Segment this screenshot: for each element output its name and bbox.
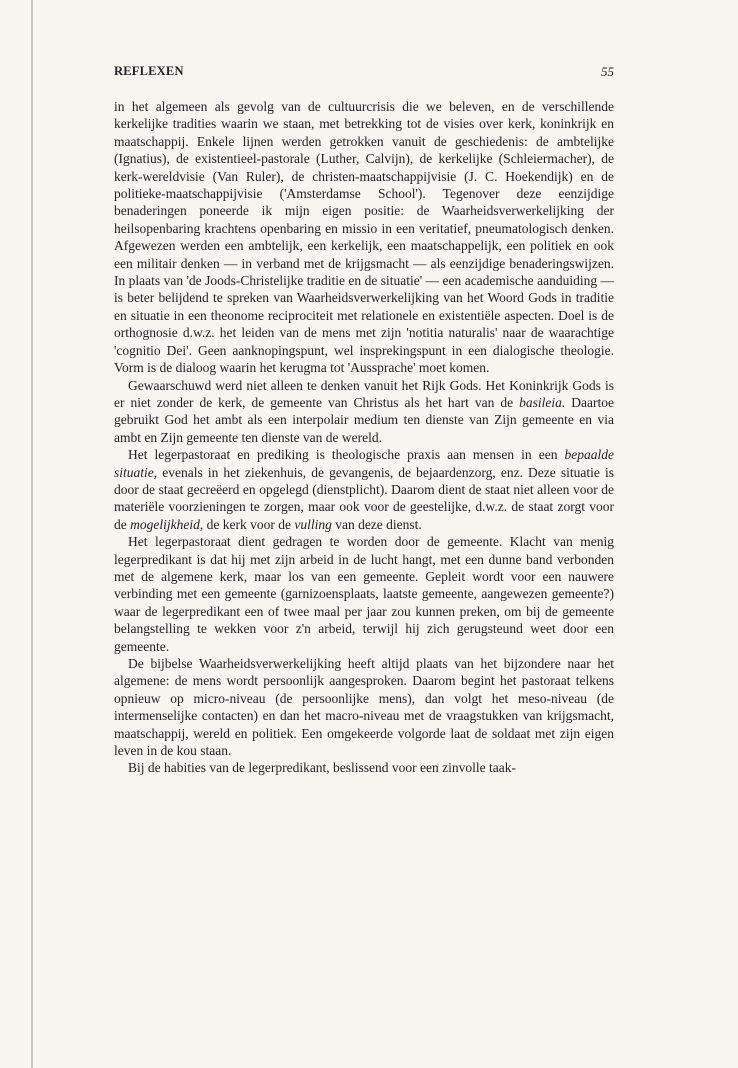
page-number: 55 (601, 64, 614, 79)
text-segment: Het legerpastoraat dient gedragen te worden door de gemeente. Klacht van menig legerpredikant is dat hij met zijn arbeid in de lucht hangt, met een dunne band verbonden met de algemene kerk, maar los van een gemeente. Gepleit wordt voor een nauwere verbinding met een gemeente (garnizoensplaats, laatste gemeente, aangewezen gemeente?) waar de legerpredikant een of twee maal per jaar zou kunnen preken, om bij de gemeente belangstelling te wekken voor z'n arbeid, terwijl hij zich gerugsteund weet door een gemeente. (114, 534, 614, 654)
italic-term: mogelijkheid, (130, 516, 204, 532)
text-segment: de kerk voor de (203, 516, 295, 532)
paragraph (114, 446, 614, 533)
text-segment: Bij de habities van de legerpredikant, beslissend voor een zinvolle taak- (128, 760, 516, 776)
text-segment: Het legerpastoraat en prediking is theologische praxis aan mensen in een (128, 447, 565, 463)
paragraph (114, 377, 614, 447)
text-segment: evenals in het ziekenhuis, de gevangenis, de bejaardenzorg, enz. Deze situatie is door de staat gecreëerd en opgelegd (dienstplicht). Daarom dient de staat niet alleen voor de materiële voorzieningen te zorgen, maar ook voor de geestelijke, d.w.z. de staat zorgt voor de (114, 464, 614, 532)
paragraph (114, 759, 614, 776)
text-segment: De bijbelse Waarheidsverwerkelijking heeft altijd plaats van het bijzondere naar het algemene: de mens wordt persoonlijk aangesproken. Daarom begint het pastoraat telkens opnieuw op micro-niveau (de persoonlijke mens), dan volgt het meso-niveau (de intermenselijke contacten) en dan het macro-niveau met de vraagstukken van krijgsmacht, maatschappij, wereld en politiek. Een omgekeerde volgorde laat de soldaat met zijn eigen leven in de kou staan. (114, 656, 614, 759)
paragraph (114, 98, 614, 377)
text-segment: Daartoe gebruikt God het ambt als een interpolair medium ten dienste van Zijn gemeente en via ambt en Zijn gemeente ten dienste van de wereld. (114, 394, 614, 445)
scan-edge (31, 0, 33, 1068)
text-segment: van deze dienst. (331, 516, 422, 532)
italic-term: basileia. (519, 394, 566, 410)
paragraph (114, 655, 614, 759)
text-segment: Gewaarschuwd werd niet alleen te denken vanuit het Rijk Gods. Het Koninkrijk Gods is er niet zonder de kerk, de gemeente van Christus als het hart van de (114, 377, 614, 410)
italic-term: bepaalde situatie, (114, 447, 614, 480)
text-segment: in het algemeen als gevolg van de cultuurcrisis die we beleven, en de verschillende kerkelijke tradities waarin we staan, met betrekking tot de visies over kerk, koninkrijk en maatschappij. Enkele lijnen werden getrokken vanuit de geschiedenis: de ambtelijke (Ignatius), de existentieel-pastorale (Luther, Calvijn), de kerkelijke (Schleiermacher), de kerk-wereldvisie (Van Ruler), de christen-maatschappijvisie (J. C. Hoekendijk) en de politieke-maatschappijvisie ('Amsterdamse School'). Tegenover deze eenzijdige benaderingen poneerde ik mijn eigen positie: de Waarheidsverwerkelijking der heilsopenbaring krachtens openbaring en missio in een veritatief, pneumatologisch denken. Afgewezen werden een ambtelijk, een kerkelijk, een maatschappelijk, een politiek en ook een militair denken — in verband met de krijgsmacht — als eenzijdige benaderingswijzen. In plaats van 'de Joods-Christelijke traditie en de situatie' — een academische aanduiding — is beter belijdend te spreken van Waarheidsverwerkelijking van het Woord Gods in traditie en situatie in een theonome reciprociteit met relationele en existentiële aspecten. Doel is de orthognosie d.w.z. het leiden van de mens met zijn 'notitia naturalis' naar de waarachtige 'cognitio Dei'. Geen aanknopingspunt, wel insprekingspunt in een dialogische theologie. Vorm is de dialoog waarin het kerugma tot 'Aussprache' moet komen. (114, 99, 614, 376)
italic-term: vulling (294, 516, 332, 532)
running-title: REFLEXEN (114, 64, 184, 78)
paragraph (114, 533, 614, 655)
body-text (114, 98, 614, 777)
